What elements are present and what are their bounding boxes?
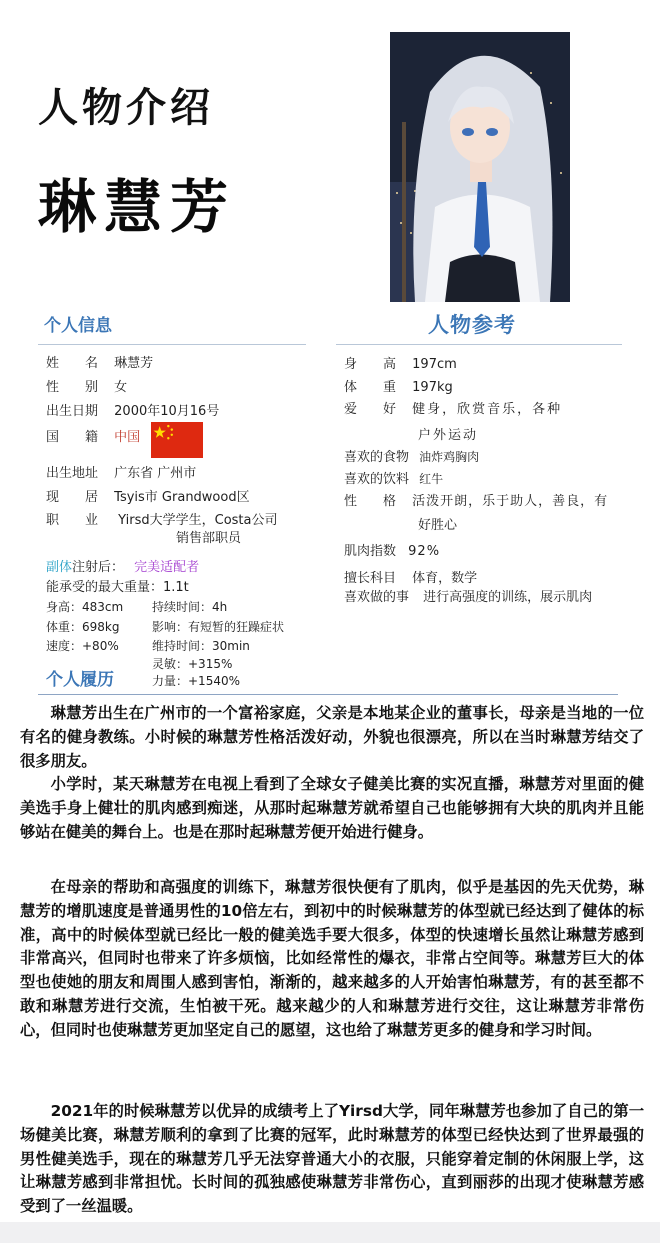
info-value: Yirsd大学学生，Costa公司 [118,513,278,528]
divider [38,344,306,345]
resume-paragraph-3: 在母亲的帮助和高强度的训练下，琳慧芳很快便有了肌肉，似乎是基因的先天优势，琳慧芳的增肌速度是普通男性的10倍左右，到初中的时候琳慧芳的体型就已经达到了健体的标准，高中的时候体型就已经比一般的健美选手要大很多，体型的快速增长虽然让琳慧芳感到非常高兴，但同时也带来了许多烦恼，比如经常性的爆衣，非常占空间等。琳慧芳巨大的体型也使她的朋友和周围人感到害怕，渐渐的，越来越多的人开始害怕琳慧芳，有的甚至都不敢和琳慧芳进行交流，生怕被干死。越来越少的人和琳慧芳进行交往，这让琳慧芳非常伤心，但同时也使琳慧芳更加坚定自己的愿望，这也给了琳慧芳更多的健身和学习时间。 [20,878,644,1039]
ref-row-subject [344,567,477,586]
injection-middle: 注射后： [72,560,125,575]
ref-label: 性 格 [344,494,397,509]
ref-value: 92% [408,544,441,559]
portrait-illustration [390,32,570,302]
ref-value: 活泼开朗，乐于助人，善良，有 [412,494,609,509]
ref-value: 红牛 [419,472,444,486]
ref-label: 爱 好 [344,402,397,417]
ref-row-hobby [344,398,562,417]
info-label: 性 别 [46,380,99,395]
ref-label: 喜欢的饮料 [344,472,410,487]
injection-duration: 持续时间：4h [152,600,228,614]
ref-value: 油炸鸡胸肉 [419,450,480,464]
info-value: 广东省 广州市 [114,466,197,481]
ref-value-continued: 好胜心 [418,518,458,533]
section-resume: 个人履历 [46,670,114,690]
ref-row-food [344,446,479,465]
footer-bar [0,1222,660,1243]
ref-row-weight [344,376,453,395]
character-name: 琳慧芳 [38,173,237,241]
info-label: 职 业 [46,513,99,528]
resume-paragraph-4: 2021年的时候琳慧芳以优异的成绩考上了Yirsd大学，同年琳慧芳也参加了自己的第一场健美比赛，琳慧芳顺利的拿到了比赛的冠军，此时琳慧芳的体型已经快达到了世界最强的男性健美选手，现在的琳慧芳几乎无法穿普通大小的衣服，只能穿着定制的休闲服上学，这让琳慧芳感到非常担忧。长时间的孤独感使琳慧芳非常伤心，直到丽莎的出现才使琳慧芳感受到了一丝温暖。 [20,1102,644,1216]
ref-value: 197cm [412,357,457,372]
info-row-residence [46,486,250,505]
info-value: 2000年10月16号 [114,404,220,419]
ref-row-like [344,586,592,605]
info-value: Tsyis市 Grandwood区 [114,490,250,505]
section-personal-info: 个人信息 [44,316,112,336]
ref-label: 体 重 [344,380,397,395]
china-flag-icon [151,422,203,458]
info-row-birth [46,400,219,419]
ref-row-muscle [344,540,440,559]
ref-row-drink [344,468,443,487]
resume-paragraph-1: 琳慧芳出生在广州市的一个富裕家庭，父亲是本地某企业的董事长，母亲是当地的一位有名的健身教练。小时候的琳慧芳性格活泼好动，外貌也很漂亮，所以在当时琳慧芳结交了很多朋友。 [20,704,644,770]
ref-value: 进行高强度的训练，展示肌肉 [423,590,593,605]
info-value: 中国 [114,430,141,445]
page-title: 人物介绍 [38,85,214,131]
ref-value: 197kg [412,380,453,395]
ref-value: 体育，数学 [412,571,478,586]
injection-max-weight: 能承受的最大重量：1.1t [46,580,189,595]
info-label: 出生日期 [46,404,99,419]
ref-label: 喜欢的食物 [344,450,410,465]
info-value-continued: 销售部职员 [176,531,242,546]
resume-paragraph-2: 小学时，某天琳慧芳在电视上看到了全球女子健美比赛的实况直播，琳慧芳对里面的健美选手身上健壮的肌肉感到痴迷，从那时起琳慧芳就希望自己也能够拥有大块的肌肉并且能够站在健美的舞台上。也是在那时起琳慧芳便开始进行健身。 [20,775,644,841]
ref-label: 肌肉指数 [344,544,397,559]
injection-status: 完美适配者 [134,560,200,575]
info-label: 出生地址 [46,466,99,481]
injection-effect: 影响：有短暂的狂躁症状 [152,620,285,634]
ref-label: 擅长科目 [344,571,397,586]
ref-row-height [344,353,457,372]
divider [336,344,622,345]
injection-speed: 速度：+80% [46,639,119,653]
ref-value: 健身，欣赏音乐，各种 [412,402,563,417]
info-label: 姓 名 [46,356,99,371]
section-reference: 人物参考 [428,313,516,337]
injection-maintain: 维持时间：30min [152,639,250,653]
info-label: 现 居 [46,490,99,505]
info-row-birthplace [46,462,196,481]
injection-height: 身高：483cm [46,600,124,614]
injection-header [46,556,199,575]
ref-row-character [344,490,608,509]
injection-strength: 力量：+1540% [152,674,240,688]
info-row-job [46,509,277,528]
character-portrait [390,32,570,302]
divider [38,694,618,695]
injection-weight: 体重：698kg [46,620,120,634]
info-value: 琳慧芳 [114,356,154,371]
injection-agility: 灵敏：+315% [152,657,233,671]
ref-value-continued: 户外运动 [418,428,479,443]
ref-label: 喜欢做的事 [344,590,410,605]
info-label: 国 籍 [46,430,99,445]
ref-label: 身 高 [344,357,397,372]
injection-prefix: 副体 [46,560,73,575]
info-row-gender [46,376,127,395]
info-value: 女 [114,380,128,395]
info-row-nationality [46,426,140,445]
info-row-name [46,352,153,371]
